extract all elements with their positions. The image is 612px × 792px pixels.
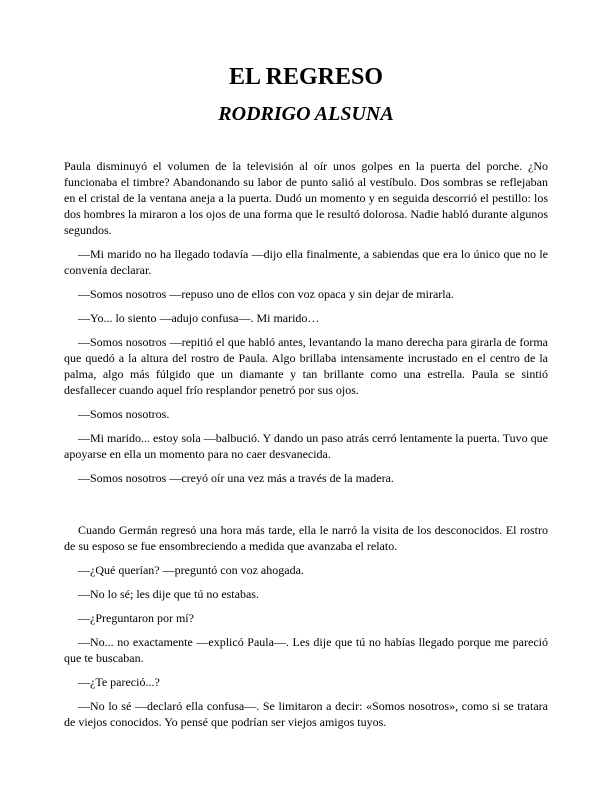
paragraph: —Somos nosotros.	[78, 407, 170, 421]
paragraph: —No... no exactamente —explicó Paula—. Les dije que tú no habías llegado porque me pareció que te buscaban.	[64, 635, 548, 665]
story-author: RODRIGO ALSUNA	[218, 103, 394, 125]
paragraph: —Yo... lo siento —adujo confusa—. Mi marido…	[78, 311, 320, 325]
paragraph: —Somos nosotros —repuso uno de ellos con voz opaca y sin dejar de mirarla.	[78, 287, 454, 301]
paragraph: —No lo sé —declaró ella confusa—. Se limitaron a decir: «Somos nosotros», como si se tratara de viejos conocidos. Yo pensé que podrían ser viejos amigos tuyos.	[64, 699, 548, 729]
story-title: EL REGRESO	[228, 64, 384, 90]
paragraph: —¿Te pareció...?	[78, 675, 160, 689]
paragraph: Cuando Germán regresó una hora más tarde, ella le narró la visita de los desconocidos. El rostro de su esposo se fue ensombreciendo a medida que avanzaba el relato.	[64, 523, 548, 553]
paragraph: —¿Qué querían? —preguntó con voz ahogada.	[78, 563, 304, 577]
paragraph: Paula disminuyó el volumen de la televisión al oír unos golpes en la puerta del porche. ¿No funcionaba el timbre? Abandonando su labor de punto salió al vestíbulo. Dos sombras se reflejaban en el cristal de la ventana aneja a la puerta. Dudó un momento y en seguida descorrió el pestillo: los dos hombres la miraron a los ojos de una forma que le resultó dolorosa. Nadie habló durante algunos segundos.	[64, 159, 548, 237]
paragraph: —Mi marido... estoy sola —balbució. Y dando un paso atrás cerró lentamente la puerta. Tuvo que apoyarse en ella un momento para no caer desvanecida.	[64, 431, 548, 461]
paragraph: —No lo sé; les dije que tú no estabas.	[78, 587, 259, 601]
paragraph: —Somos nosotros —creyó oír una vez más a través de la madera.	[78, 471, 394, 485]
paragraph: —Mi marido no ha llegado todavía —dijo ella finalmente, a sabiendas que era lo único que no le convenía declarar.	[64, 247, 548, 277]
paragraph: —Somos nosotros —repitió el que habló antes, levantando la mano derecha para girarla de forma que quedó a la altura del rostro de Paula. Algo brillaba intensamente incrustado en el centro de la palma, algo más fúlgido que un diamante y tan brillante como una estrella. Paula se sintió desfallecer cuando aquel frío resplandor penetró por sus ojos.	[64, 335, 548, 397]
story-body	[64, 158, 548, 738]
paragraph: —¿Preguntaron por mí?	[78, 611, 194, 625]
